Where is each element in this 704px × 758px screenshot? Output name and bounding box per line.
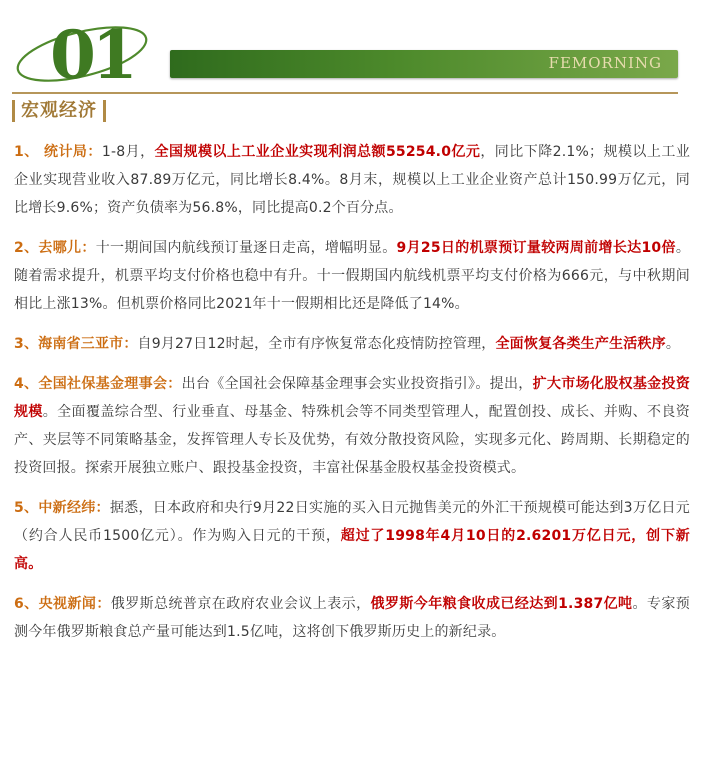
news-highlight: 全国规模以上工业企业实现利润总额55254.0亿元 [154,144,481,160]
brand-banner [170,50,678,78]
header [0,0,704,96]
news-text: 。专家预测今年俄罗斯粮食总产量可能达到1.5亿吨，这将创下俄罗斯历史上的新纪录。 [14,596,690,640]
section-heading [12,98,106,124]
news-text: 1-8月， [101,144,155,160]
news-text: 十一期间国内航线预订量逐日走高，增幅明显。 [95,240,397,256]
news-text: ，同比下降2.1%；规模以上工业企业实现营业收入87.89万亿元，同比增长8.4%。8月末，规模以上工业企业资产总计150.99万亿元，同比增长9.6%；资产负债率为56.8%，同比提高0.2个百分点。 [14,144,691,216]
news-text: 据悉，日本政府和央行9月22日实施的买入日元抛售美元的外汇干预规模可能达到3万亿日元（约合人民币1500亿元）。作为购入日元的干预， [14,500,690,544]
news-highlight: 扩大市场化股权基金投资规模 [14,376,691,420]
news-source: 5、中新经纬： [14,500,110,516]
news-text: 。随着需求提升，机票平均支付价格也稳中有升。十一假期国内航线机票平均支付价格为666元，与中秋期间相比上涨13%。但机票价格同比2021年十一假期相比还是降低了14%。 [14,240,691,312]
news-item-6 [14,590,690,646]
news-text: 。 [665,336,681,352]
news-item-1 [14,138,690,222]
news-source: 4、全国社保基金理事会： [14,376,182,392]
news-source: 1、 统计局： [14,144,102,160]
news-text: 。全面覆盖综合型、行业垂直、母基金、特殊机会等不同类型管理人，配置创投、成长、并购、不良资产、夹层等不同策略基金，发挥管理人专长及优势，有效分散投资风险，实现多元化、跨周期、长期稳定的投资回报。探索开展独立账户、跟投基金投资，丰富社保基金股权基金投资模式。 [14,404,690,476]
news-text: 自9月27日12时起，全市有序恢复常态化疫情防控管理， [137,336,496,352]
news-item-5 [14,494,690,578]
news-source: 2、去哪儿： [14,240,96,256]
news-item-3 [14,330,690,358]
news-highlight: 俄罗斯今年粮食收成已经达到1.387亿吨 [370,596,633,612]
section-number: 01 [50,16,134,88]
news-source: 3、海南省三亚市： [14,336,138,352]
brand-name: FEMORNING [548,54,662,72]
news-highlight: 超过了1998年4月10日的2.6201万亿日元，创下新高。 [14,528,691,572]
news-highlight: 9月25日的机票预订量较两周前增长达10倍 [396,240,676,256]
section-title: 宏观经济 [21,100,97,121]
news-source: 6、央视新闻： [14,596,111,612]
news-highlight: 全面恢复各类生产生活秩序 [495,336,666,352]
news-item-2 [14,234,690,318]
section-number-logo [8,6,168,88]
heading-bar-right [103,100,106,122]
news-list [14,138,690,658]
news-text: 俄罗斯总统普京在政府农业会议上表示， [110,596,371,612]
header-divider [12,92,678,94]
news-item-4 [14,370,690,482]
news-text: 出台《全国社会保障基金理事会实业投资指引》。提出， [181,376,533,392]
